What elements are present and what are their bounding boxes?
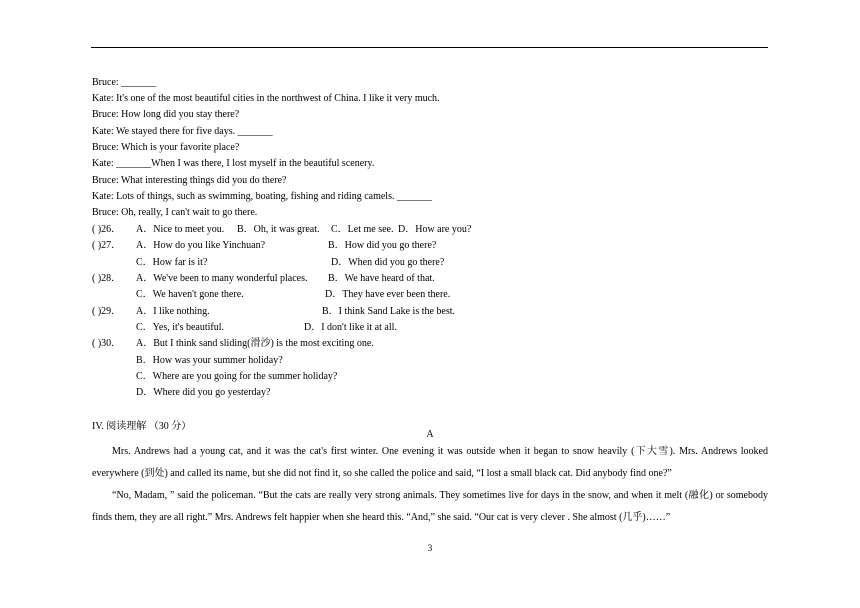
option-c: C．Where are you going for the summer holiday? bbox=[136, 371, 338, 382]
question-number: ( )27． bbox=[92, 240, 122, 251]
option-a: A．I like nothing. bbox=[136, 306, 210, 317]
option-a: A．But I think sand sliding(滑沙) is the most exciting one. bbox=[136, 338, 374, 349]
passage-letter: A bbox=[426, 429, 434, 440]
option-d: D．I don't like it at all. bbox=[304, 322, 397, 333]
option-c: C．Let me see. bbox=[331, 224, 394, 235]
section-heading: IV. 阅读理解 （30 分） bbox=[92, 421, 192, 432]
option-b: B．Oh, it was great. bbox=[237, 224, 320, 235]
option-d: D．When did you go there? bbox=[331, 257, 445, 268]
option-c: C．Yes, it's beautiful. bbox=[136, 322, 225, 333]
passage-paragraph: Mrs. Andrews had a young cat, and it was the cat's first winter. One evening it was outside when it began to snow heavily (下大雪). Mrs. Andrews looked everywhere (到处) and called its name, but she did not find it, so she called the police and said, “I lost a small black cat. Did anybody find one?” bbox=[92, 446, 768, 479]
option-b: B．We have heard of that. bbox=[328, 273, 435, 284]
option-b: B．I think Sand Lake is the best. bbox=[322, 306, 456, 317]
question-number: ( )26． bbox=[92, 224, 122, 235]
dialogue-line: Kate: _______When I was there, I lost myself in the beautiful scenery. bbox=[92, 158, 375, 169]
option-c: C．How far is it? bbox=[136, 257, 208, 268]
dialogue-line: Bruce: What interesting things did you do there? bbox=[92, 175, 287, 186]
page-number: 3 bbox=[427, 543, 433, 553]
option-c: C．We haven't gone there. bbox=[136, 289, 244, 300]
dialogue-line: Bruce: How long did you stay there? bbox=[92, 109, 240, 120]
option-a: A．How do you like Yinchuan? bbox=[136, 240, 266, 251]
dialogue-line: Kate: It's one of the most beautiful cities in the northwest of China. I like it very much. bbox=[92, 93, 440, 104]
dialogue-line: Bruce: Which is your favorite place? bbox=[92, 142, 240, 153]
dialogue-line: Kate: Lots of things, such as swimming, boating, fishing and riding camels. _______ bbox=[92, 191, 432, 202]
question-number: ( )30． bbox=[92, 338, 122, 349]
option-a: A．Nice to meet you. bbox=[136, 224, 225, 235]
dialogue-line: Bruce: _______ bbox=[92, 77, 157, 88]
option-b: B．How was your summer holiday? bbox=[136, 355, 283, 366]
option-d: D．Where did you go yesterday? bbox=[136, 387, 271, 398]
passage-paragraph: “No, Madam, ” said the policeman. “But the cats are really very strong animals. They sometimes live for days in the snow, and when it melt (融化) or somebody finds them, they are all right.” Mrs. Andrews felt happier when she heard this. “And,” she said. “Our cat is very clever . She almost (几乎)……” bbox=[92, 490, 768, 523]
header-rule bbox=[91, 47, 768, 48]
option-d: D．How are you? bbox=[398, 224, 472, 235]
option-d: D．They have ever been there. bbox=[325, 289, 451, 300]
question-number: ( )29． bbox=[92, 306, 122, 317]
dialogue-line: Bruce: Oh, really, I can't wait to go there. bbox=[92, 207, 258, 218]
option-b: B．How did you go there? bbox=[328, 240, 437, 251]
dialogue-line: Kate: We stayed there for five days. _______ bbox=[92, 126, 273, 137]
option-a: A．We've been to many wonderful places. bbox=[136, 273, 308, 284]
question-number: ( )28． bbox=[92, 273, 122, 284]
